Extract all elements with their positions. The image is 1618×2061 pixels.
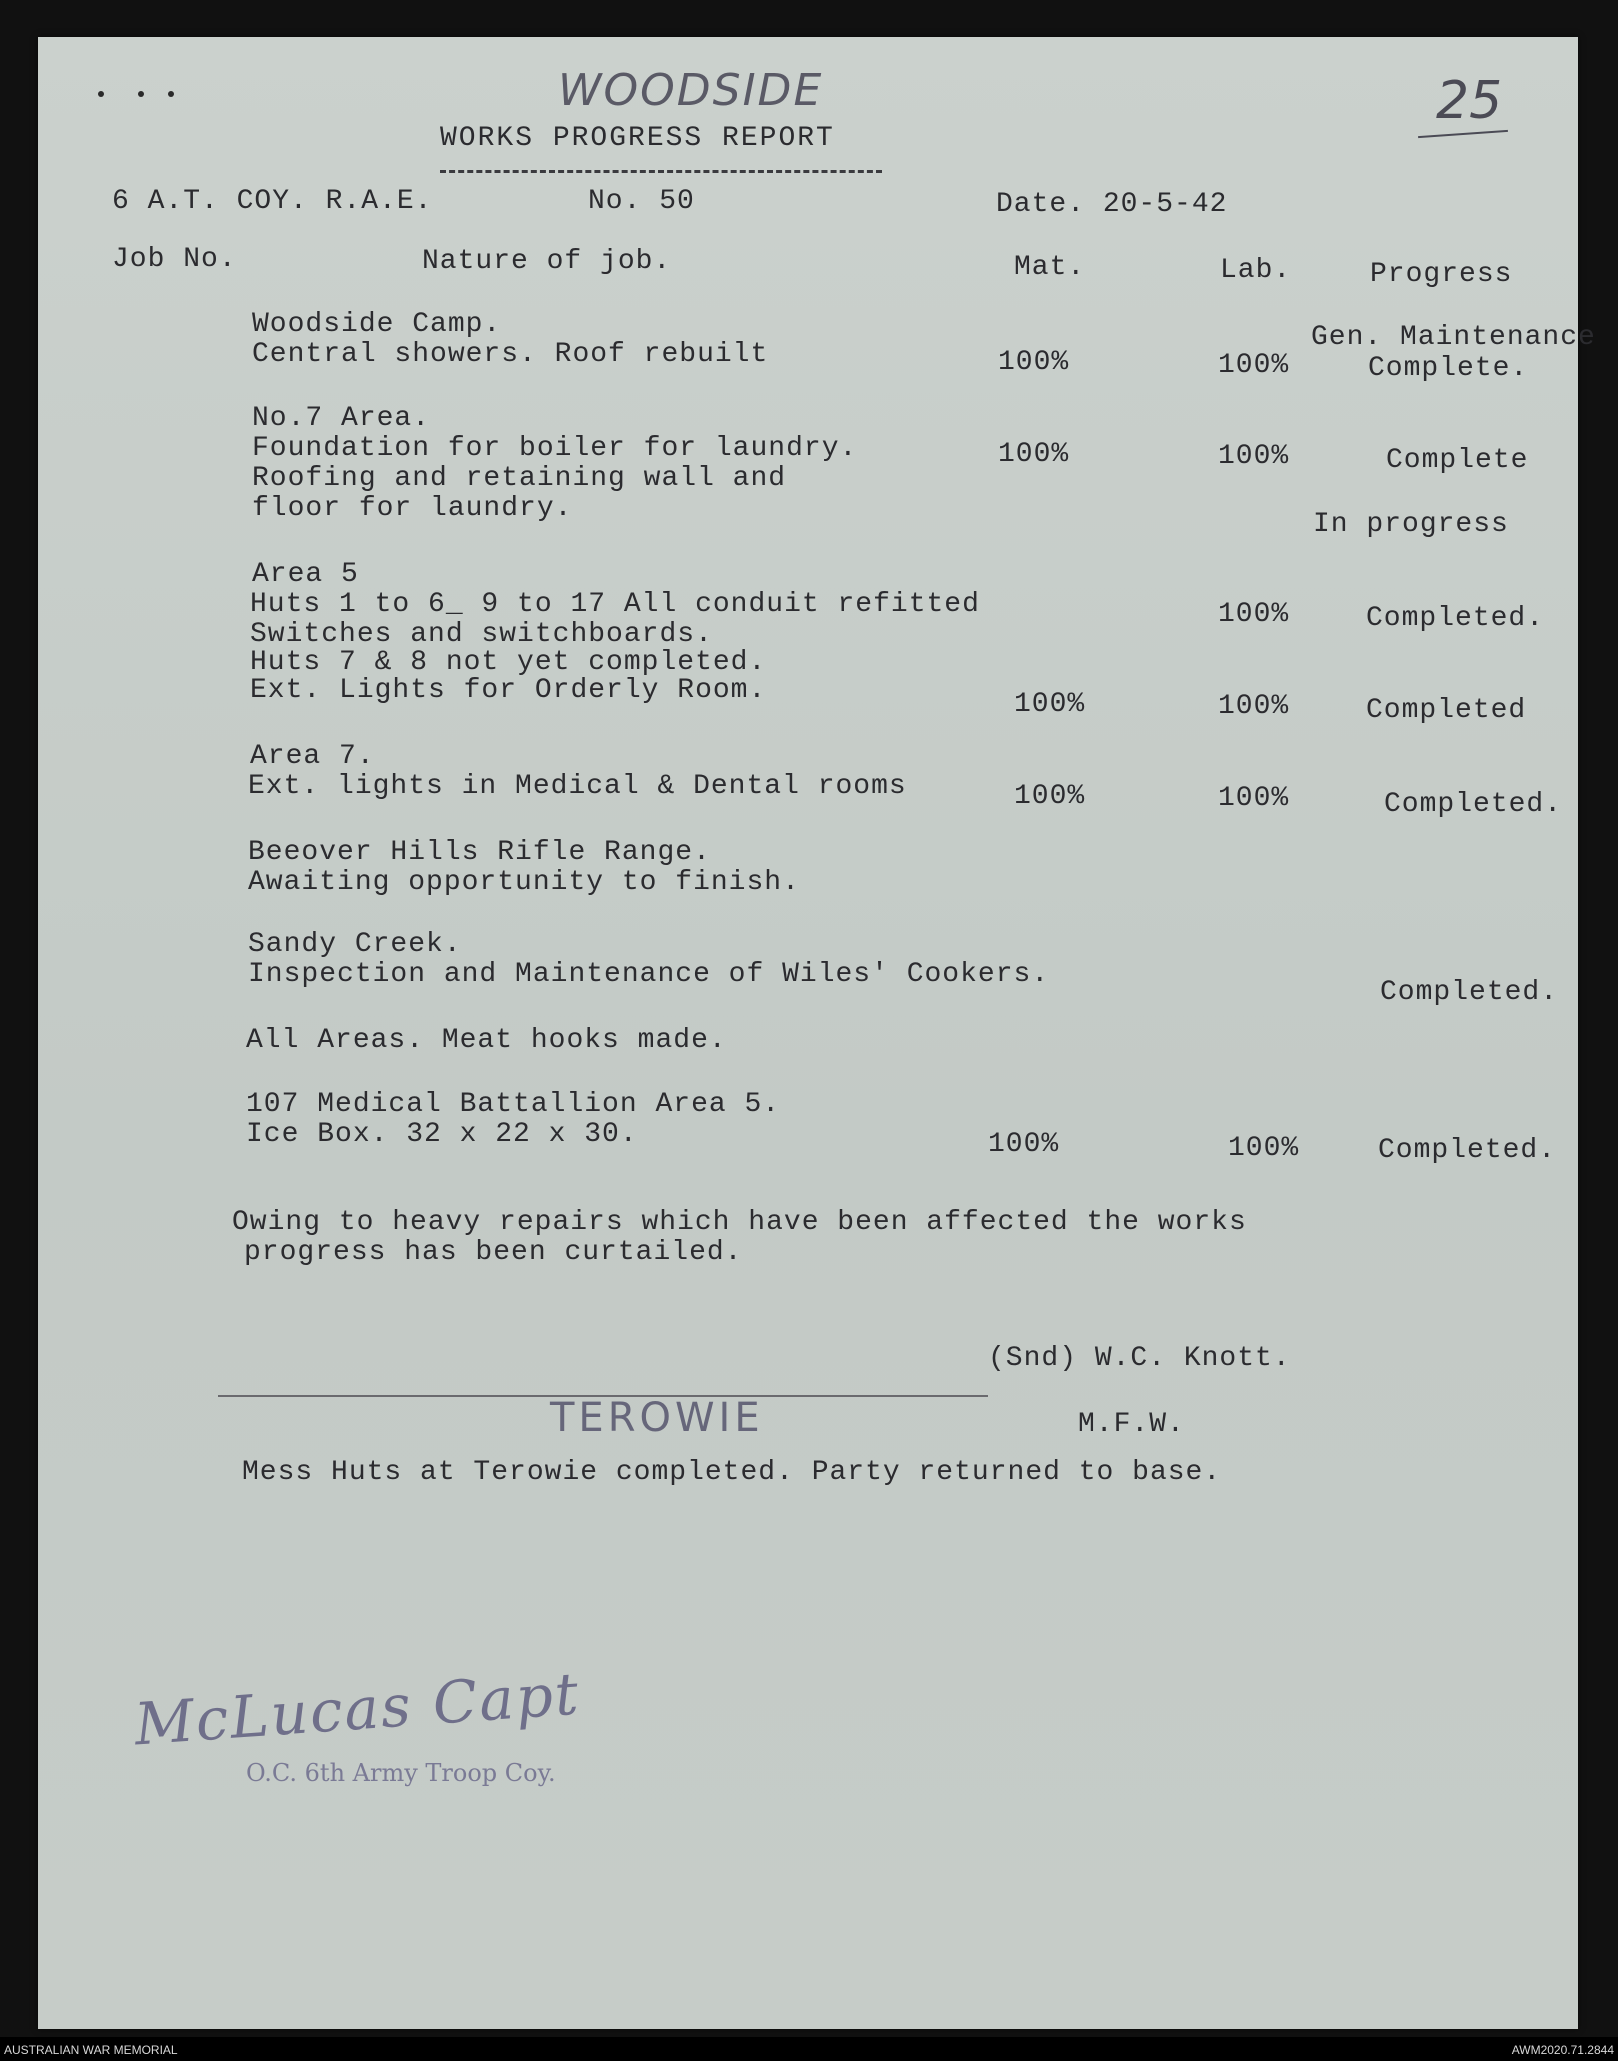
entry-line: Switches and switchboards. xyxy=(250,619,713,650)
entry-title: Beeover Hills Rifle Range. xyxy=(248,837,711,868)
punch-hole xyxy=(138,91,144,97)
column-nature: Nature of job. xyxy=(422,246,672,277)
entry-line: Roofing and retaining wall and xyxy=(252,463,787,494)
archive-id: AWM2020.71.2844 xyxy=(1511,2043,1614,2057)
report-title: WORKS PROGRESS REPORT xyxy=(440,123,835,154)
entry-line: Huts 7 & 8 not yet completed. xyxy=(250,647,767,678)
entry-line: All Areas. Meat hooks made. xyxy=(246,1025,727,1056)
entry-line: Foundation for boiler for laundry. xyxy=(252,433,858,464)
entry-progress: Gen. Maintenance xyxy=(1311,322,1596,353)
unit-name: 6 A.T. COY. R.A.E. xyxy=(112,186,433,217)
entry-mat: 100% xyxy=(998,347,1070,378)
document-page xyxy=(38,37,1596,2029)
title-underline xyxy=(440,170,882,173)
remarks-line: Owing to heavy repairs which have been affected the works xyxy=(232,1207,1247,1238)
column-job-no: Job No. xyxy=(112,244,237,275)
column-progress: Progress xyxy=(1370,259,1513,290)
signer-role: M.F.W. xyxy=(1078,1409,1185,1440)
entry-progress: Completed. xyxy=(1384,789,1563,820)
archive-label: AUSTRALIAN WAR MEMORIAL xyxy=(4,2043,178,2057)
archive-caption-bar xyxy=(0,2037,1618,2061)
remarks-line: progress has been curtailed. xyxy=(244,1237,743,1268)
handwritten-place-woodside: WOODSIDE xyxy=(558,65,824,116)
report-date: Date. 20-5-42 xyxy=(996,189,1228,220)
handwritten-place-terowie: TEROWIE xyxy=(550,1395,764,1441)
column-lab: Lab. xyxy=(1220,255,1292,286)
entry-lab: 100% xyxy=(1218,783,1290,814)
entry-line: Inspection and Maintenance of Wiles' Cookers. xyxy=(248,959,1050,990)
entry-mat: 100% xyxy=(1014,689,1086,720)
entry-progress: Completed. xyxy=(1380,977,1559,1008)
entry-title: Sandy Creek. xyxy=(248,929,462,960)
entry-line: Ext. Lights for Orderly Room. xyxy=(250,675,767,706)
entry-line: floor for laundry. xyxy=(252,493,573,524)
entry-title: Area 5 xyxy=(252,559,359,590)
entry-progress: Completed. xyxy=(1378,1135,1557,1166)
signed-name: (Snd) W.C. Knott. xyxy=(988,1343,1291,1374)
entry-progress: Complete xyxy=(1386,445,1529,476)
terowie-line: Mess Huts at Terowie completed. Party returned to base. xyxy=(242,1457,1222,1488)
entry-progress: Completed. xyxy=(1366,603,1545,634)
entry-mat: 100% xyxy=(1014,781,1086,812)
entry-lab: 100% xyxy=(1218,691,1290,722)
punch-hole xyxy=(98,91,104,97)
entry-progress: Completed xyxy=(1366,695,1527,726)
entry-progress: Complete. xyxy=(1368,353,1529,384)
officer-stamp: O.C. 6th Army Troop Coy. xyxy=(246,1759,556,1787)
entry-title: Woodside Camp. xyxy=(252,309,502,340)
handwritten-page-number: 25 xyxy=(1436,71,1503,131)
entry-mat: 100% xyxy=(998,439,1070,470)
entry-title: Area 7. xyxy=(250,741,375,772)
handwritten-signature: McLucas Capt xyxy=(132,1659,583,1759)
column-mat: Mat. xyxy=(1014,252,1086,283)
entry-mat: 100% xyxy=(988,1129,1060,1160)
entry-title: 107 Medical Battallion Area 5. xyxy=(246,1089,781,1120)
report-number: No. 50 xyxy=(588,186,695,217)
entry-progress: In progress xyxy=(1313,509,1509,540)
entry-lab: 100% xyxy=(1218,599,1290,630)
entry-lab: 100% xyxy=(1218,441,1290,472)
entry-line: Central showers. Roof rebuilt xyxy=(252,339,769,370)
entry-lab: 100% xyxy=(1228,1133,1300,1164)
page-number-underline xyxy=(1418,130,1508,138)
entry-line: Huts 1 to 6_ 9 to 17 All conduit refitted xyxy=(250,589,980,620)
punch-hole xyxy=(168,91,174,97)
entry-line: Ice Box. 32 x 22 x 30. xyxy=(246,1119,638,1150)
entry-lab: 100% xyxy=(1218,350,1290,381)
entry-line: Awaiting opportunity to finish. xyxy=(248,867,800,898)
entry-title: No.7 Area. xyxy=(252,403,431,434)
entry-line: Ext. lights in Medical & Dental rooms xyxy=(248,771,907,802)
